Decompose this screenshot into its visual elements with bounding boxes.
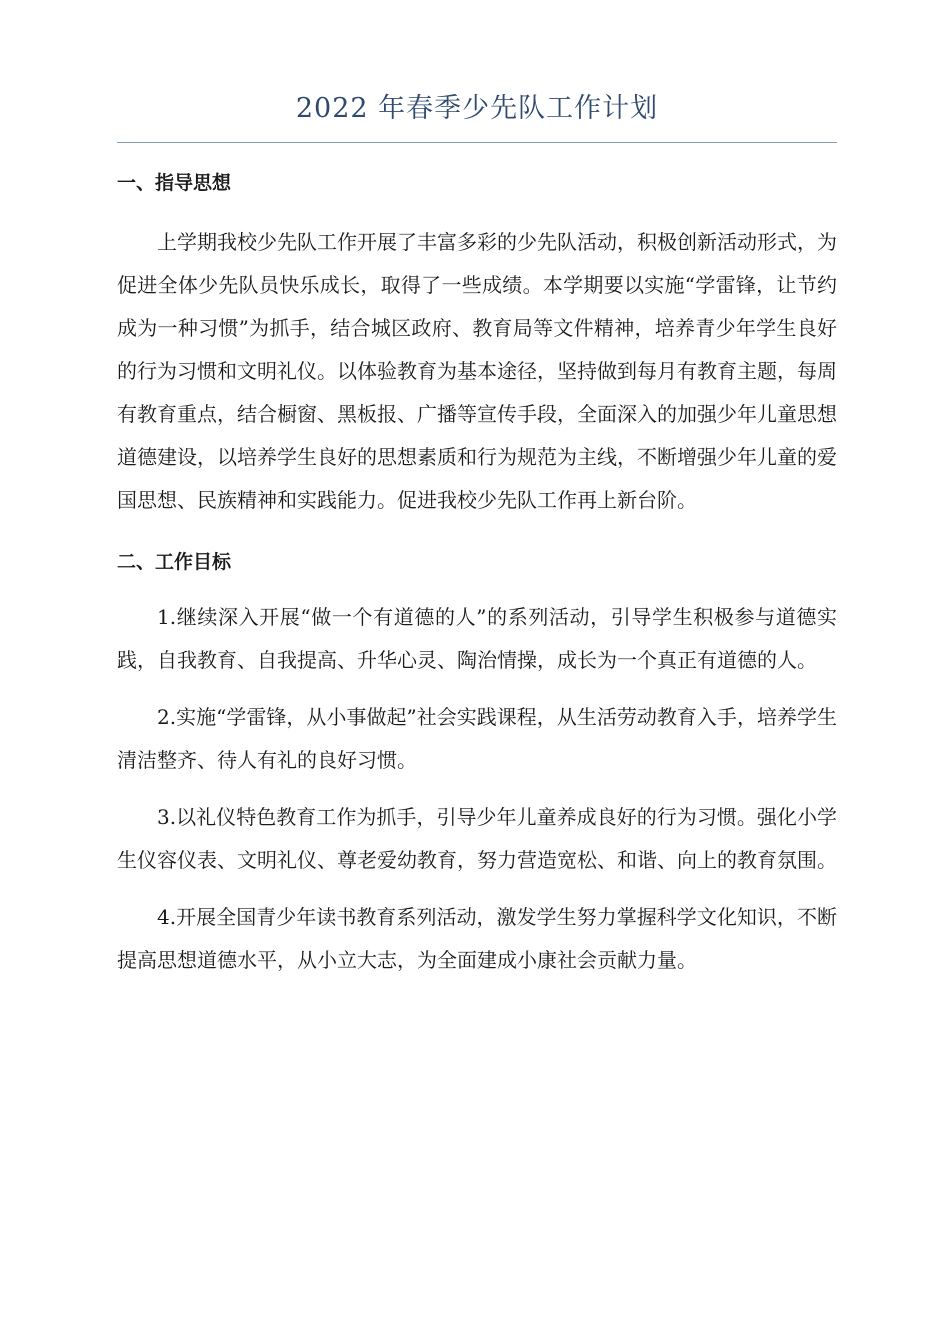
goal-item-1: 1.继续深入开展“做一个有道德的人”的系列活动，引导学生积极参与道德实践，自我教育、自我提高、升华心灵、陶治情操，成长为一个真正有道德的人。 (117, 605, 837, 672)
section-heading: 二、工作目标 (117, 551, 232, 573)
section-guiding-ideology (117, 167, 837, 522)
section-work-goals (117, 546, 837, 982)
document-title: 2022 年春季少先队工作计划 (295, 93, 659, 124)
goal-item-2: 2.实施“学雷锋，从小事做起”社会实践课程，从生活劳动教育入手，培养学生清洁整齐、待人有礼的良好习惯。 (117, 705, 837, 772)
goal-item-3: 3.以礼仪特色教育工作为抓手，引导少年儿童养成良好的行为习惯。强化小学生仪容仪表、文明礼仪、尊老爱幼教育，努力营造宽松、和谐、向上的教育氛围。 (117, 805, 837, 872)
goal-item-4: 4.开展全国青少年读书教育系列活动，激发学生努力掌握科学文化知识，不断提高思想道德水平，从小立大志，为全面建成小康社会贡献力量。 (117, 905, 837, 972)
title-divider (117, 142, 837, 143)
paragraph: 上学期我校少先队工作开展了丰富多彩的少先队活动，积极创新活动形式，为促进全体少先队员快乐成长，取得了一些成绩。本学期要以实施“学雷锋，让节约成为一种习惯”为抓手，结合城区政府、教育局等文件精神，培养青少年学生良好的行为习惯和文明礼仪。以体验教育为基本途径，坚持做到每月有教育主题，每周有教育重点，结合橱窗、黑板报、广播等宣传手段，全面深入的加强少年儿童思想道德建设，以培养学生良好的思想素质和行为规范为主线，不断增强少年儿童的爱国思想、民族精神和实践能力。促进我校少先队工作再上新台阶。 (117, 230, 837, 512)
section-heading: 一、指导思想 (117, 172, 232, 194)
document-page (117, 80, 837, 982)
